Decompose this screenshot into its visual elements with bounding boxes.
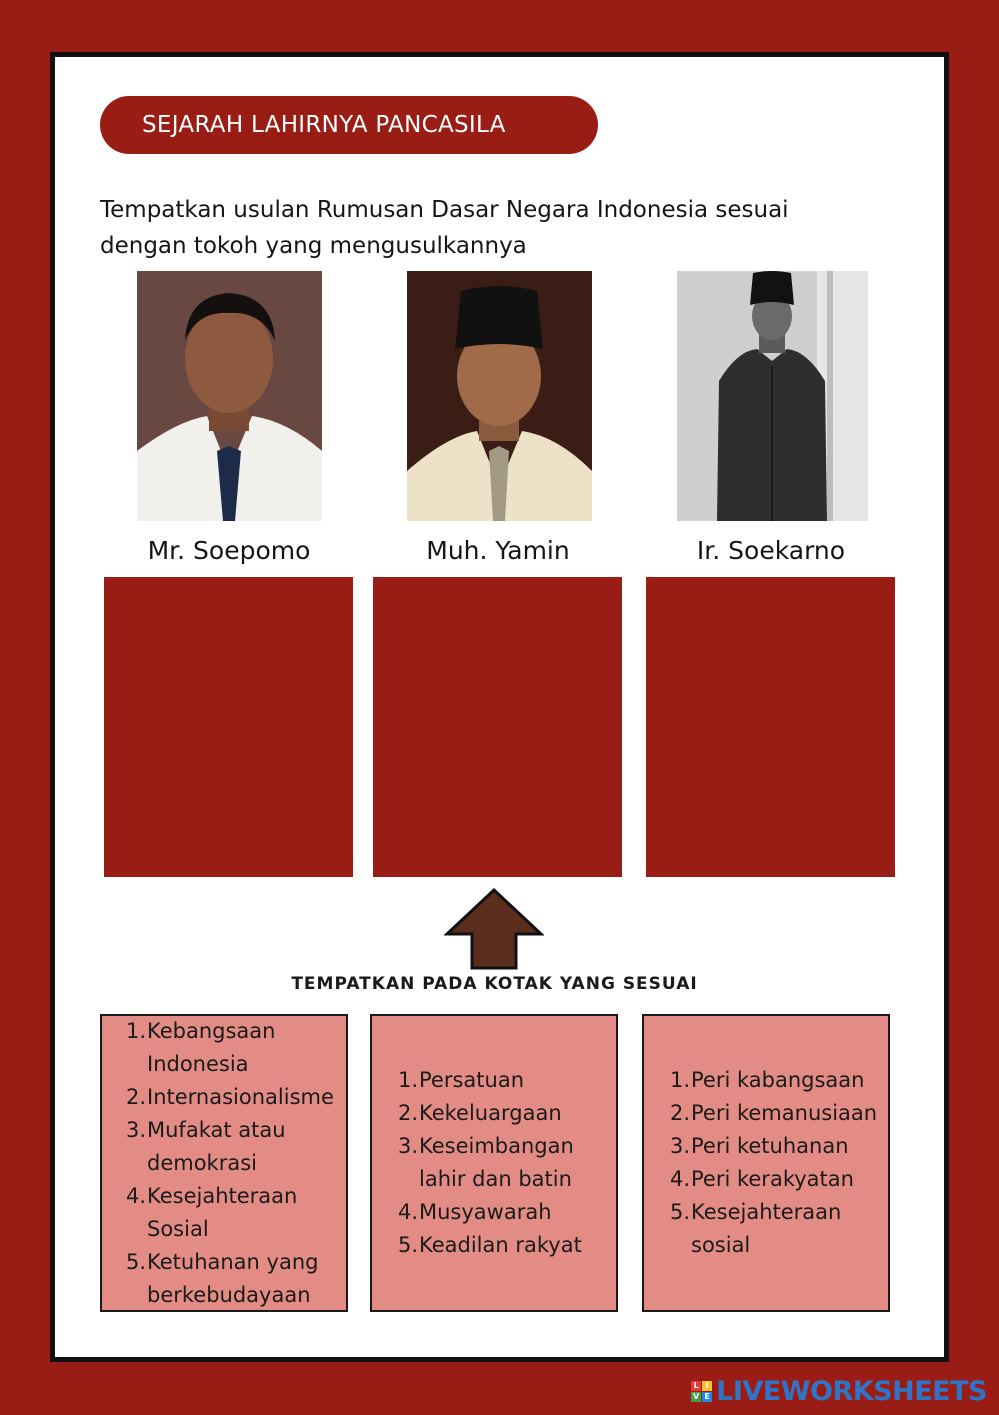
list-item: 3. Mufakat atau demokrasi — [125, 1117, 286, 1175]
draggable-card-2[interactable] — [370, 1014, 618, 1312]
drag-hint: TEMPATKAN PADA KOTAK YANG SESUAI — [291, 974, 698, 994]
list-item: 5. Kesejahteraan sosial — [669, 1200, 842, 1257]
list-item: 4. Kesejahteraan Sosial — [125, 1183, 298, 1241]
list-item: 2. Internasionalisme — [125, 1084, 334, 1109]
liveworksheets-footer[interactable] — [691, 1374, 987, 1408]
portrait-soepomo — [137, 271, 322, 521]
list-item: 4. Peri kerakyatan — [669, 1167, 854, 1191]
portrait-yamin — [407, 271, 592, 521]
drop-zone-yamin[interactable] — [373, 577, 622, 877]
draggable-card-3[interactable] — [642, 1014, 890, 1312]
list-item: 3. Keseimbangan lahir dan batin — [397, 1134, 574, 1191]
name-soepomo: Mr. Soepomo — [147, 536, 311, 565]
page-title: SEJARAH LAHIRNYA PANCASILA — [100, 96, 598, 154]
draggable-card-1[interactable] — [100, 1014, 348, 1312]
list-item: 2. Peri kemanusiaan — [669, 1101, 878, 1125]
drop-zone-soepomo[interactable] — [104, 577, 353, 877]
name-yamin: Muh. Yamin — [426, 536, 570, 565]
list-item: 1. Kebangsaan Indonesia — [125, 1018, 276, 1076]
list-item: 5. Keadilan rakyat — [397, 1233, 582, 1257]
name-soekarno: Ir. Soekarno — [696, 536, 846, 565]
brand-text: LIVEWORKSHEETS — [716, 1375, 987, 1407]
list-item: 2. Kekeluargaan — [397, 1101, 562, 1125]
drop-zone-soekarno[interactable] — [646, 577, 895, 877]
list-item: 4. Musyawarah — [397, 1200, 552, 1224]
list-item: 5. Ketuhanan yang berkebudayaan — [125, 1249, 319, 1307]
list-item: 1. Persatuan — [397, 1068, 524, 1092]
list-item: 3. Peri ketuhanan — [669, 1134, 849, 1158]
up-arrow-icon — [444, 888, 544, 970]
list-item: 1. Peri kabangsaan — [669, 1068, 865, 1092]
instruction-text: Tempatkan usulan Rumusan Dasar Negara Indonesia sesuai dengan tokoh yang mengusulkannya — [100, 197, 789, 259]
portrait-soekarno — [677, 271, 868, 521]
liveworksheets-logo-icon: L I V E — [691, 1381, 712, 1402]
